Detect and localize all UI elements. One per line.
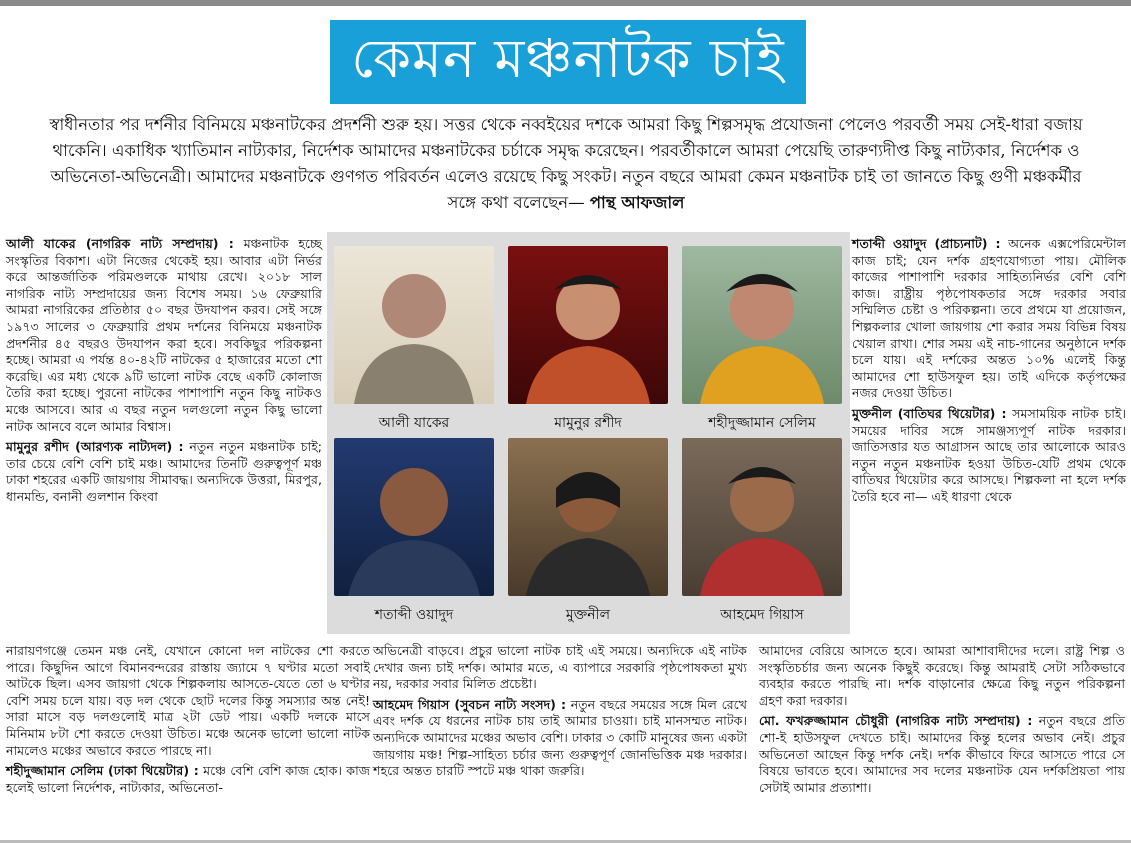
- quote-text: অভিনেত্রী বাড়বে। প্রচুর ভালো নাটক চাই এই সময়ে। অন্যদিকে এই নাটক দেখার জন্য চাই দর্শক। আমার মতে, এ ব্যাপারে সরকারি পৃষ্ঠপোষকতা মুখ্য নয়, দরকার সবার মিলিত প্রচেষ্টা।: [373, 643, 747, 692]
- column-right-bottom: [759, 643, 1125, 800]
- quote-text: নারায়ণগঞ্জে তেমন মঞ্চ নেই, যেখানে কোনো দল নাটকের শো করতে পারে। কিছুদিন আগে বিমানবন্দরের রাস্তায় জ্যামে ৭ ঘণ্টার মতো সবাই আটকে ছিল। এসব জায়গা থেকে শিল্পকলায় আসতে-যেতে তো ৬ ঘণ্টার বেশি সময় চলে যায়। বড় দল থেকে ছোট দলের কিন্তু সমস্যার অন্ত নেই! সারা মাসে বড় দলগুলোই মাত্র ২টা ডেট পায়। একটি দলকে মাসে মিনিমাম ৮টা শো করতে দেওয়া উচিত। মঞ্চে অনেক ভালো ভালো নাটক নামলেও মঞ্চের অভাবে করতে পারছে না।: [6, 643, 370, 758]
- article-ali-zaker: [6, 236, 322, 435]
- article-ahmed-gias: [373, 697, 747, 780]
- photo-caption: মামুনুর রশীদ: [554, 415, 622, 431]
- article-shahiduzzaman-selim: [6, 763, 370, 796]
- portrait-photo: [508, 246, 668, 404]
- photo-caption: আলী যাকের: [378, 415, 450, 431]
- person-silhouette-icon: [334, 246, 494, 404]
- speaker-name: শতাব্দী ওয়াদুদ (প্রাচ্যনাট) :: [852, 236, 1001, 251]
- article-selim-cont: [373, 643, 747, 693]
- article-muktonil-cont: [759, 643, 1125, 709]
- top-rule: [0, 0, 1131, 6]
- byline: পান্থ আফজাল: [589, 193, 685, 212]
- portrait-photo: [682, 246, 842, 404]
- person-silhouette-icon: [682, 438, 842, 596]
- photo-caption: শতাব্দী ওয়াদুদ: [374, 607, 454, 623]
- quote-text: নতুন বছরে সময়ের সঙ্গে মিল রেখে এবং দর্শক যে ধরনের নাটক চায় তাই আমার চাওয়া। চাই মানসম্মত নাটক। অন্যদিকে আমাদের মঞ্চের অভাব বেশি। ঢাকার ৩ কোটি মানুষের জন্য একটা জায়গায় মঞ্চ! শিল্প-সাহিত্য চর্চার জন্য গুরুত্বপূর্ণ জোনভিত্তিক মঞ্চ দরকার। শহরে অন্তত চারটি স্পটে মঞ্চ থাকা জরুরি।: [373, 696, 747, 779]
- quote-text: অনেক এক্সপেরিমেন্টাল কাজ চাই; যেন দর্শক গ্রহণযোগ্যতা পায়। মৌলিক কাজের পাশাপাশি দরকার সাহিত্যনির্ভর বেশি বেশি কাজ। রাষ্ট্রীয় পৃষ্ঠপোষকতার সঙ্গে দরকার সবার সম্মিলিত চেষ্টা ও পরিকল্পনা। তবে প্রথমে যা প্রয়োজন, শিল্পকলার খোলা জায়গায় শো করার সময় বিভিন্ন বিষয় খেয়াল রাখা। শোর সময় এই নাচ-গানের অনুষ্ঠানে দর্শক চলে যায়। এই দর্শকের অন্তত ১০% এলেই কিন্তু আমাদের শো হাউসফুল হয়। তাই এদিকে কর্তৃপক্ষের নজর দেওয়া উচিত।: [852, 236, 1126, 401]
- quote-text: আমাদের বেরিয়ে আসতে হবে। আমরা আশাবাদীদের দলে। রাষ্ট্র শিল্প ও সংস্কৃতিচর্চার জন্য অনেক কিছুই করেছে। কিন্তু আমরাই সেটা সঠিকভাবে ব্যবহার করতে পারছি না। দর্শক বাড়ানোর ক্ষেত্রে কিছু নতুন পরিকল্পনা গ্রহণ করা দরকার।: [759, 643, 1125, 708]
- portrait-photo: [508, 438, 668, 596]
- article-fakhruzzaman-chowdhury: [759, 713, 1125, 796]
- portrait-photo: [334, 246, 494, 404]
- person-silhouette-icon: [682, 246, 842, 404]
- photo-panel: [327, 232, 850, 634]
- person-silhouette-icon: [508, 246, 668, 404]
- quote-text: মঞ্চে বেশি বেশি কাজ হোক। কাজ হলেই ভালো নির্দেশক, নাট্যকার, অভিনেতা-: [6, 763, 370, 795]
- person-silhouette-icon: [508, 438, 668, 596]
- column-left-top: [6, 236, 322, 510]
- quote-text: সমসাময়িক নাটক চাই। সময়ের দাবির সঙ্গে সামঞ্জস্যপূর্ণ নাটক দরকার। জাতিসত্তার যত আগ্রাসন আছে তার আলোকে আরও নতুন নতুন মঞ্চনাটক হওয়া উচিত-যেটি প্রথম থেকে বাতিঘর থিয়েটার করে আসছে। শিল্পকলা না হলে দর্শক তৈরি হবে না— এই ধারণা থেকে: [852, 405, 1126, 504]
- article-shatabdi-wadud: [852, 236, 1126, 402]
- speaker-name: শহীদুজ্জামান সেলিম (ঢাকা থিয়েটার) :: [6, 763, 199, 779]
- speaker-name: আহমেদ গিয়াস (সুবচন নাট্য সংসদ) :: [373, 696, 567, 712]
- speaker-name: মো. ফখরুজ্জামান চৌধুরী (নাগরিক নাট্য সম্প্রদায়) :: [759, 713, 1033, 729]
- quote-text: নতুন নতুন মঞ্চনাটক চাই; তার চেয়ে বেশি বেশি চাই মঞ্চ। আমাদের তিনটি গুরুত্বপূর্ণ মঞ্চ ঢাকা শহরের একটি জায়গায় সীমাবদ্ধ। অন্যদিকে উত্তরা, মিরপুর, ধানমন্ডি, বনানী গুলশান কিংবা: [6, 439, 322, 504]
- speaker-name: আলী যাকের (নাগরিক নাট্য সম্প্রদায়) :: [6, 236, 234, 251]
- person-silhouette-icon: [334, 438, 494, 596]
- speaker-name: মুক্তনীল (বাতিঘর থিয়েটার) :: [852, 405, 1007, 421]
- article-mamunur-rashid: [6, 439, 322, 505]
- intro-paragraph: [40, 112, 1092, 216]
- speaker-name: মামুনুর রশীদ (আরণ্যক নাট্যদল) :: [6, 439, 184, 455]
- photo-caption: শহীদুজ্জামান সেলিম: [708, 415, 816, 431]
- portrait-photo: [682, 438, 842, 596]
- photo-caption: আহমেদ গিয়াস: [720, 607, 804, 623]
- column-middle-bottom: [373, 643, 747, 784]
- quote-text: মঞ্চনাটক হচ্ছে সংস্কৃতির বিকাশ। এটা নিজের থেকেই হয়। আবার এটা নির্ভর করে আন্তর্জাতিক পরিমণ্ডলকে মাথায় রেখে। ২০১৮ সাল নাগরিক নাট্য সম্প্রদায়ের জন্য বিশেষ সময়। ১৬ ফেব্রুয়ারি আমরা নাগরিকের প্রতিষ্ঠার ৫০ বছর উদযাপন করব। সেই সঙ্গে ১৯৭৩ সালের ৩ ফেব্রুয়ারি প্রথম দর্শনের বিনিময়ে মঞ্চনাটক প্রদর্শনীর ৪৫ বছরও উদযাপন করা হবে। সবকিছুর পরিকল্পনা হচ্ছে। আমরা এ পর্যন্ত ৪০-৪২টি নাটকের ৫ হাজারের মতো শো করেছি। এর মধ্য থেকে ৯টি ভালো নাটক বেছে একটি কোলাজ তৈরি করা হচ্ছে। পুরনো নাটকের পাশাপাশি নতুন কিছু নাটকও মঞ্চে আসবে। আর এ বছর নতুন দলগুলো নতুন কিছু ভালো নাটক আনবে বলে আমার বিশ্বাস।: [6, 236, 322, 434]
- intro-text: স্বাধীনতার পর দর্শনীর বিনিময়ে মঞ্চনাটকের প্রদর্শনী শুরু হয়। সত্তর থেকে নব্বইয়ের দশকে আমরা কিছু শিল্পসমৃদ্ধ প্রযোজনা পেলেও পরবর্তী সময় সেই-ধারা বজায় থাকেনি। একাধিক খ্যাতিমান নাট্যকার, নির্দেশক আমাদের মঞ্চনাটকের চর্চাকে সমৃদ্ধ করেছেন। পরবর্তীকালে আমরা পেয়েছি তারুণ্যদীপ্ত কিছু নাট্যকার, নির্দেশক ও অভিনেতা-অভিনেত্রী। আমাদের মঞ্চনাটকে গুণগত পরিবর্তন এলেও রয়েছে কিছু সংকট। নতুন বছরে আমরা কেমন মঞ্চনাটক চাই তা জানতে কিছু গুণী মঞ্চকর্মীর সঙ্গে কথা বলেছেন—: [49, 115, 1083, 212]
- article-mamunur-rashid-cont: [6, 643, 370, 759]
- portrait-photo: [334, 438, 494, 596]
- headline: কেমন মঞ্চনাটক চাই: [351, 27, 785, 90]
- article-muktonil: [852, 406, 1126, 506]
- photo-caption: মুক্তনীল: [565, 607, 611, 623]
- column-right-top: [852, 236, 1126, 510]
- quote-text: নতুন বছরে প্রতি শো-ই হাউসফুল দেখতে চাই। আমাদের কিন্তু হলের অভাব নেই। প্রচুর অভিনেতা আছেন কিন্তু দর্শক নেই। দর্শক কীভাবে ফিরে আসতে পারে সে বিষয়ে ভাবতে হবে। আমাদের সব দলের মঞ্চনাটক যেন দর্শকপ্রিয়তা পায় সেটাই আমার প্রত্যাশা।: [759, 713, 1125, 795]
- column-left-bottom: [6, 643, 370, 800]
- headline-banner: [330, 20, 806, 104]
